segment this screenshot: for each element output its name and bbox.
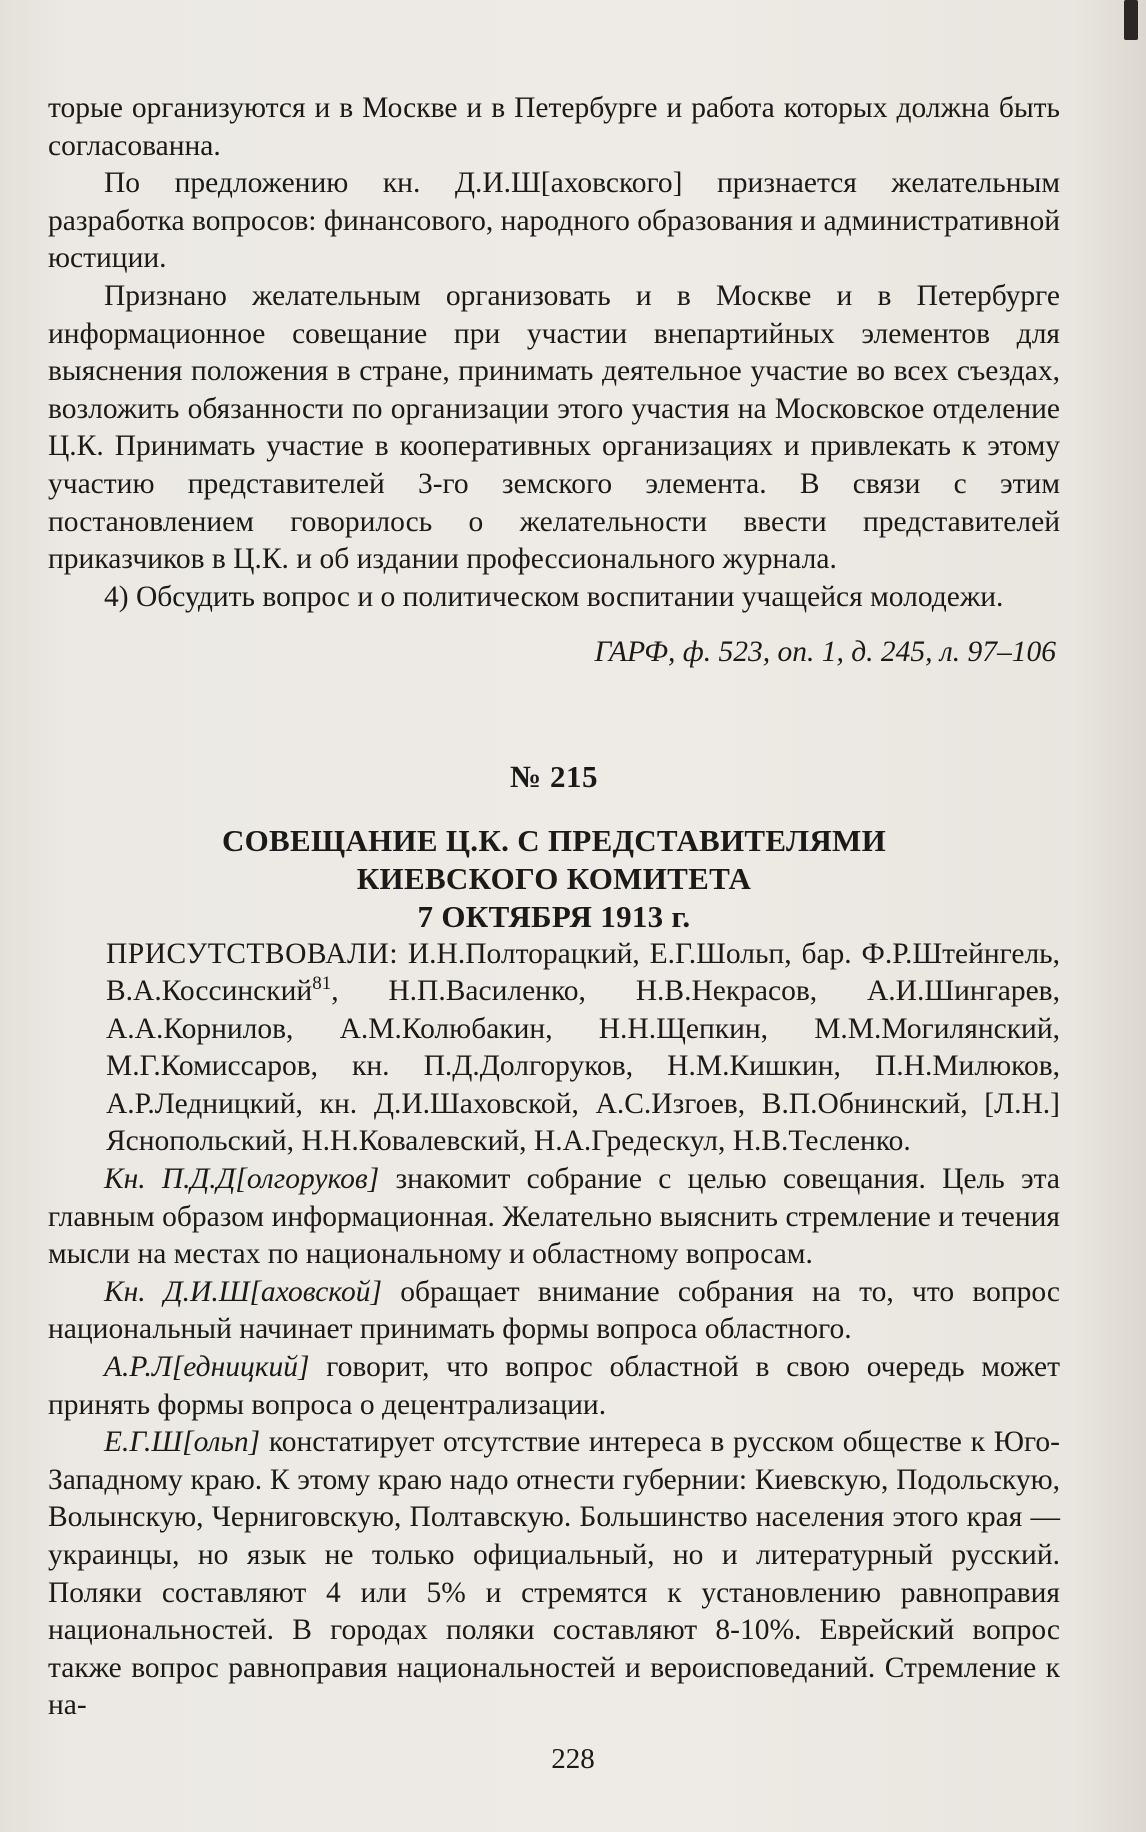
document-heading — [48, 822, 1060, 936]
page-edge-shadow — [1076, 0, 1146, 1832]
heading-line-2: КИЕВСКОГО КОМИТЕТА — [356, 860, 752, 896]
speaker-name: Кн. П.Д.Д[олгоруков] — [104, 1163, 380, 1196]
speech-text: обращает внимание собрания на то, что вопрос национальный начинает принимать формы вопроса областного. — [48, 1275, 1060, 1346]
page-text — [48, 90, 1060, 1725]
page-number: 228 — [551, 1743, 595, 1775]
speaker-name: Е.Г.Ш[ольп] — [104, 1426, 261, 1459]
paragraph-2: По предложению кн. Д.И.Ш[аховского] признается желательным разработка вопросов: финансового, народного образования и административной юстиции. — [48, 167, 1060, 275]
footnote-ref: 81 — [312, 973, 332, 995]
heading-line-3: 7 ОКТЯБРЯ 1913 г. — [417, 898, 691, 934]
paragraph-1: торые организуются и в Москве и в Петербурге и работа которых должна быть согласованна. — [48, 92, 1060, 162]
paragraph-4: 4) Обсудить вопрос и о политическом воспитании учащейся молодежи. — [104, 580, 1004, 613]
speech-paragraph-1 — [48, 1161, 1060, 1274]
attendees-paragraph — [48, 936, 1060, 1162]
speech-text: констатирует отсутствие интереса в русском обществе к Юго-Западному краю. К этому краю надо отнести губернии: Киевскую, Подольскую, Волынскую, Черниговскую, Полтавскую. Большинство населения этого края — украинцы, но язык не только официальный, но и литературный русский. Поляки составляют 4 или 5% и стремятся к установлению равноправия национальностей. В городах поляки составляют 8-10%. Еврейский вопрос также вопрос равноправия национальностей и вероисповеданий. Стремление к на- — [48, 1426, 1060, 1722]
attendees-names-b: , Н.П.Василенко, Н.В.Некрасов, А.И.Шингарев, А.А.Корнилов, А.М.Колюбакин, Н.Н.Щепкин, М.М.Могилянский, М.Г.Комиссаров, кн. П.Д.Долгоруков, Н.М.Кишкин, П.Н.Милюков, А.Р.Ледницкий, кн. Д.И.Шаховской, А.С.Изгоев, В.П.Обнинский, [Л.Н.] Яснопольский, Н.Н.Ковалевский, Н.А.Гредескул, Н.В.Тесленко. — [106, 975, 1060, 1158]
speaker-name: Кн. Д.И.Ш[аховской] — [104, 1275, 382, 1308]
attendees-names-a: И.Н.Полторацкий, Е.Г.Шольп, бар. Ф.Р.Штейнгель, В.А.Коссинский — [106, 937, 1060, 1008]
speech-text: говорит, что вопрос областной в свою очередь может принять формы вопроса о децентрализации. — [48, 1351, 1060, 1421]
document-number: № 215 — [510, 758, 598, 794]
archive-citation: ГАРФ, ф. 523, оп. 1, д. 245, л. 97–106 — [594, 636, 1056, 669]
speech-paragraph-2 — [48, 1274, 1060, 1349]
paragraph-3: Признано желательным организовать и в Москве и в Петербурге информационное совещание при участии внепартийных элементов для выяснения положения в стране, принимать деятельное участие во всех съездах, возложить обязанности по организации этого участия на Московское отделение Ц.К. Принимать участие в кооперативных организациях и привлекать к этому участию представителей 3-го земского элемента. В связи с этим постановлением говорилось о желательности ввести представителей приказчиков в Ц.К. и об издании профессионального журнала. — [48, 279, 1060, 576]
speaker-name: А.Р.Л[едницкий] — [104, 1351, 310, 1384]
speech-text: знакомит собрание с целью совещания. Цель эта главным образом информационная. Желательно выяснить стремление и течения мысли на местах по национальному и областному вопросам. — [48, 1163, 1060, 1271]
attendees-label: ПРИСУТСТВОВАЛИ: — [106, 937, 399, 970]
page-edge-mark — [1124, 0, 1138, 40]
heading-line-1: СОВЕЩАНИЕ Ц.К. С ПРЕДСТАВИТЕЛЯМИ — [221, 822, 887, 858]
speech-paragraph-3 — [48, 1349, 1060, 1424]
speech-paragraph-4 — [48, 1424, 1060, 1725]
